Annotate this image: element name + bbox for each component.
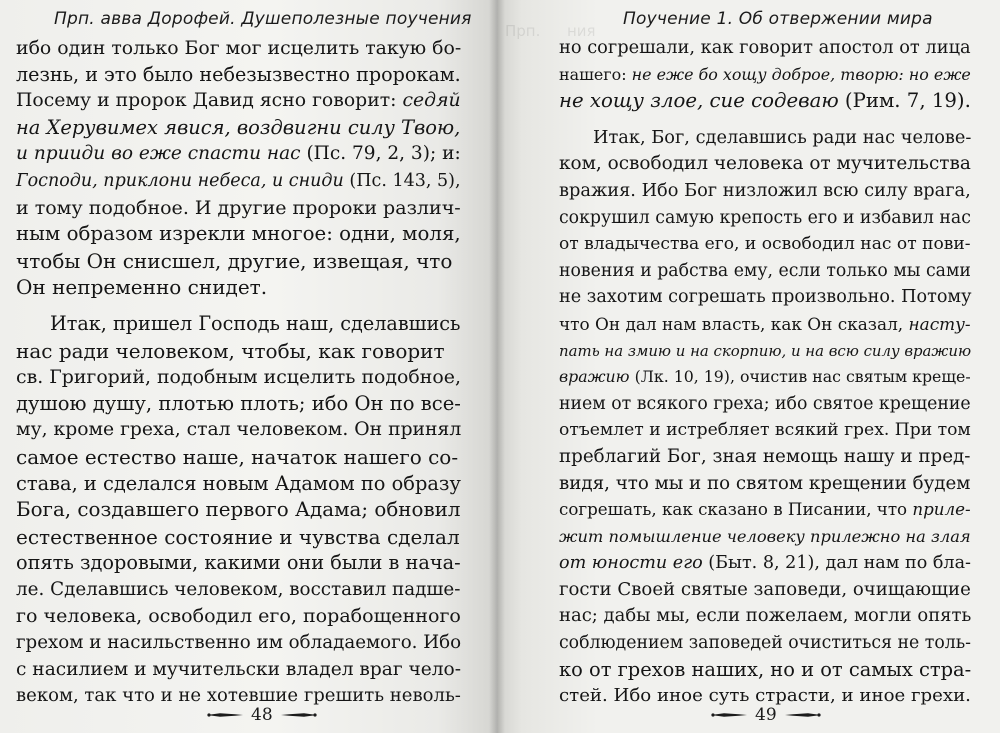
text-span: грехом и насильственно им обладаемого. Ибо bbox=[16, 632, 462, 654]
text-line bbox=[559, 258, 971, 285]
text-line bbox=[559, 125, 971, 152]
text-span: что Он дал нам власть, как Он сказал, bbox=[559, 313, 909, 334]
text-span: (Быт. 8, 21), дал нам по бла- bbox=[702, 553, 971, 574]
text-span: душою душу, плотью плоть; ибо Он по все- bbox=[16, 391, 461, 415]
ornament-left-icon bbox=[709, 710, 749, 720]
italic-quote-span: насту- bbox=[908, 313, 971, 334]
italic-quote-span: от юности его bbox=[559, 553, 703, 574]
text-line bbox=[16, 168, 461, 195]
text-span: ко от грехов наших, но и от самых стра- bbox=[559, 657, 972, 681]
text-line bbox=[559, 88, 971, 115]
text-span: лезнь, и это было небезызвестно пророкам. bbox=[16, 62, 461, 86]
ornament-right-icon bbox=[783, 710, 823, 720]
text-span: и тому подобное. И другие пророки различ- bbox=[16, 196, 461, 219]
italic-quote-span: не хощу злое, сие содеваю bbox=[559, 89, 839, 113]
text-line bbox=[16, 417, 461, 444]
text-line bbox=[16, 550, 461, 577]
left-page-footer bbox=[205, 704, 319, 726]
text-span: Посему и пророк Давид ясно говорит: bbox=[16, 90, 403, 112]
text-line bbox=[16, 391, 461, 418]
text-span: ком, освободил человека от мучительства bbox=[559, 153, 971, 175]
text-span: с насилием и мучительски владел враг чело- bbox=[16, 658, 462, 680]
text-span: видя, что мы и по святом крещении будем bbox=[559, 472, 971, 494]
italic-quote-span: жит помышление человеку прилежно на злая bbox=[559, 526, 971, 546]
book-gutter bbox=[489, 0, 505, 733]
text-line bbox=[16, 364, 461, 391]
text-span: самое естество наше, начаток нашего со- bbox=[16, 444, 459, 469]
text-span: нием от всякого греха; ибо святое крещение bbox=[559, 393, 971, 414]
text-span: (Пс. 143, 5), bbox=[343, 170, 461, 191]
text-line bbox=[16, 603, 461, 630]
text-span: вражия. Ибо Бог низложил всю силу врага, bbox=[559, 180, 971, 201]
text-line bbox=[16, 35, 461, 62]
right-page-number: 49 bbox=[755, 705, 777, 725]
text-span: нашего: bbox=[559, 64, 632, 84]
text-line bbox=[16, 471, 461, 498]
text-line bbox=[16, 141, 461, 168]
text-span: (Лк. 10, 19), очистив нас святым креще- bbox=[629, 367, 971, 387]
text-line bbox=[559, 657, 971, 684]
left-page bbox=[0, 0, 497, 733]
italic-quote-span: и прииди во еже спасти нас bbox=[16, 143, 301, 165]
text-span: (Пс. 79, 2, 3); и: bbox=[300, 143, 461, 165]
right-page bbox=[497, 0, 1000, 733]
text-span: естественное состояние и чувства сделал bbox=[16, 524, 460, 549]
text-line bbox=[16, 88, 461, 115]
italic-quote-span: приле- bbox=[912, 500, 971, 520]
bleed-through-text: Прп. bbox=[505, 22, 541, 40]
text-line bbox=[16, 338, 461, 365]
text-span: от владычества его, и освободил нас от пови- bbox=[559, 234, 971, 255]
text-line bbox=[559, 524, 971, 551]
text-line bbox=[16, 577, 461, 604]
text-span: ным образом изрекли многое: одни, моля, bbox=[16, 222, 461, 246]
bleed-through-text: ния bbox=[567, 22, 596, 40]
italic-quote-span: вражию bbox=[559, 367, 630, 387]
ornament-right-icon bbox=[279, 710, 319, 720]
text-span: Он непременно снидет. bbox=[16, 275, 268, 300]
text-span: Итак, Бог, сделавшись ради нас челове- bbox=[593, 127, 972, 148]
text-line bbox=[559, 630, 971, 657]
text-span: но согрешали, как говорит апостол от лица bbox=[559, 37, 971, 58]
text-span: го человека, освободил его, порабощенного bbox=[16, 605, 461, 628]
text-span: Итак, пришел Господь наш, сделавшись bbox=[50, 311, 461, 335]
text-span: веком, так что и не хотевшие грешить неволь- bbox=[16, 685, 461, 707]
right-page-footer bbox=[709, 704, 823, 726]
ornament-left-icon bbox=[205, 710, 245, 720]
text-line bbox=[16, 630, 461, 657]
text-span: опять здоровыми, какими они были в нача- bbox=[16, 551, 461, 575]
text-line bbox=[559, 178, 971, 205]
text-line bbox=[559, 338, 971, 365]
text-line bbox=[559, 311, 971, 338]
text-span: отъемлет и истребляет всякий грех. При том bbox=[559, 420, 971, 441]
text-span: гости Своей святые заповеди, очищающие bbox=[559, 578, 971, 600]
text-span: стей. Ибо иное суть страсти, и иное грехи. bbox=[559, 685, 971, 707]
text-line bbox=[559, 284, 971, 311]
text-span: чтобы Он снисшел, другие, извещая, что bbox=[16, 248, 453, 273]
text-span: нас ради человеком, чтобы, как говорит bbox=[16, 338, 445, 363]
text-span: му, кроме греха, стал человеком. Он принял bbox=[16, 419, 462, 441]
text-line bbox=[559, 471, 971, 498]
text-line bbox=[559, 62, 971, 89]
text-line bbox=[16, 195, 461, 222]
text-line bbox=[559, 497, 971, 524]
text-span: не захотим согрешать произвольно. Потому bbox=[559, 287, 972, 308]
text-span: става, и сделался новым Адамом по образу bbox=[16, 471, 461, 495]
text-line bbox=[16, 524, 461, 551]
text-line bbox=[559, 550, 971, 577]
left-page-body bbox=[16, 35, 461, 710]
text-span: ле. Сделавшись человеком, восставил падше- bbox=[16, 578, 461, 600]
text-span: сокрушил самую крепость его и избавил нас bbox=[559, 207, 971, 228]
text-span: Бога, создавшего первого Адама; обновил bbox=[16, 498, 461, 522]
text-line bbox=[16, 657, 461, 684]
text-span: (Рим. 7, 19). bbox=[838, 89, 971, 113]
left-page-number: 48 bbox=[251, 705, 273, 725]
text-span: новения и рабства ему, если только мы сами bbox=[559, 260, 971, 281]
italic-quote-span: пать на змию и на скорпию, и на всю силу вражию bbox=[559, 341, 972, 360]
text-line bbox=[16, 221, 461, 248]
text-span: преблагий Бог, зная немощь нашу и пред- bbox=[559, 445, 971, 467]
text-line bbox=[16, 444, 461, 471]
left-running-header: Прп. авва Дорофей. Душеполезные поучения bbox=[54, 9, 472, 29]
text-line bbox=[559, 151, 971, 178]
text-line bbox=[16, 248, 461, 275]
text-line bbox=[559, 417, 971, 444]
text-line bbox=[559, 231, 971, 258]
text-span: соблюдением заповедей очиститься не толь- bbox=[559, 633, 972, 654]
text-line bbox=[16, 311, 461, 338]
text-span: ибо один только Бог мог исцелить такую бо- bbox=[16, 37, 462, 59]
italic-quote-span: Господи, приклони небеса, и сниди bbox=[16, 170, 344, 191]
text-line bbox=[559, 603, 971, 630]
text-line bbox=[559, 444, 971, 471]
text-span: согрешать, как сказано в Писании, что bbox=[559, 500, 913, 520]
italic-quote-span: на Херувимех явися, воздвигни силу Твою, bbox=[16, 115, 461, 139]
text-line bbox=[16, 62, 461, 89]
text-line bbox=[559, 205, 971, 232]
text-line bbox=[559, 35, 971, 62]
text-line bbox=[559, 364, 971, 391]
italic-quote-span: не еже бо хощу доброе, творю: но еже bbox=[631, 64, 971, 84]
text-line bbox=[16, 497, 461, 524]
text-line bbox=[16, 274, 461, 301]
text-line bbox=[559, 391, 971, 418]
text-line bbox=[559, 577, 971, 604]
right-page-body bbox=[559, 35, 971, 710]
text-span: нас; дабы мы, если пожелаем, могли опять bbox=[559, 605, 972, 627]
text-line bbox=[16, 115, 461, 142]
right-running-header: Поучение 1. Об отвержении мира bbox=[623, 9, 933, 29]
text-span: св. Григорий, подобным исцелить подобное, bbox=[16, 366, 461, 389]
italic-quote-span: седяй bbox=[402, 90, 461, 112]
